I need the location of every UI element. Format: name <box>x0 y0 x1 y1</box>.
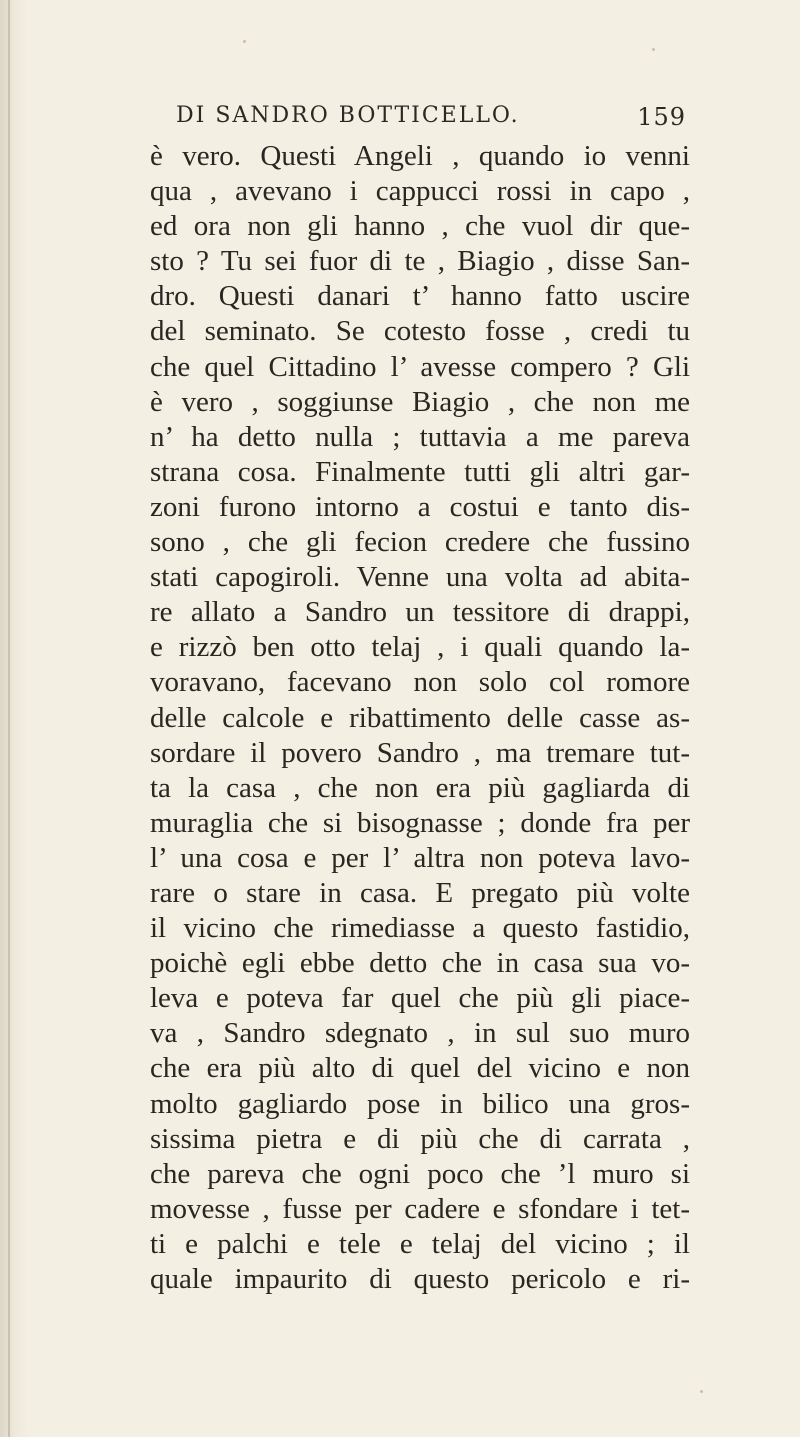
paper-speck <box>243 40 246 43</box>
text-line: ed ora non gli hanno , che vuol dir que- <box>150 210 690 243</box>
text-line: è vero. Questi Angeli , quando io venni <box>150 140 690 172</box>
page-header <box>176 103 686 137</box>
text-line: molto gagliardo pose in bilico una gros- <box>150 1087 690 1120</box>
text-line: ta la casa , che non era più gagliarda di <box>150 771 690 804</box>
text-line: zoni furono intorno a costui e tanto dis- <box>150 490 690 523</box>
text-line: sordare il povero Sandro , ma tremare tut- <box>150 736 690 769</box>
paper-speck <box>652 48 655 51</box>
text-line: va , Sandro sdegnato , in sul suo muro <box>150 1017 690 1050</box>
text-line: voravano, facevano non solo col romore <box>150 666 690 699</box>
text-line: n’ ha detto nulla ; tuttavia a me pareva <box>150 420 690 453</box>
text-line: è vero , soggiunse Biagio , che non me <box>150 385 690 418</box>
text-line: re allato a Sandro un tessitore di drappi, <box>150 596 690 629</box>
text-line: e rizzò ben otto telaj , i quali quando la- <box>150 631 690 664</box>
text-line: poichè egli ebbe detto che in casa sua vo- <box>150 947 690 980</box>
text-line: rare o stare in casa. E pregato più volte <box>150 876 690 909</box>
text-line: che quel Cittadino l’ avesse compero ? Gli <box>150 350 690 383</box>
text-line: del seminato. Se cotesto fosse , credi tu <box>150 315 690 348</box>
text-line: l’ una cosa e per l’ altra non poteva lavo- <box>150 841 690 874</box>
paper-speck <box>700 1390 703 1393</box>
text-line: ti e palchi e tele e telaj del vicino ; il <box>150 1227 690 1260</box>
text-line: quale impaurito di questo pericolo e ri- <box>150 1263 690 1295</box>
running-head: DI SANDRO BOTTICELLO. <box>176 103 520 128</box>
text-line: che era più alto di quel del vicino e non <box>150 1052 690 1085</box>
text-line: sissima pietra e di più che di carrata , <box>150 1122 690 1155</box>
text-line: strana cosa. Finalmente tutti gli altri gar- <box>150 455 690 488</box>
text-line: sto ? Tu sei fuor di te , Biagio , disse San- <box>150 245 690 278</box>
text-line: stati capogiroli. Venne una volta ad abita- <box>150 561 690 594</box>
text-line: leva e poteva far quel che più gli piace- <box>150 982 690 1015</box>
text-line: il vicino che rimediasse a questo fastidio, <box>150 912 690 945</box>
text-line: dro. Questi danari t’ hanno fatto uscire <box>150 280 690 313</box>
text-line: che pareva che ogni poco che ’l muro si <box>150 1157 690 1190</box>
text-line: delle calcole e ribattimento delle casse as- <box>150 701 690 734</box>
text-line: sono , che gli fecion credere che fussino <box>150 526 690 559</box>
page-gutter <box>8 0 10 1437</box>
text-line: muraglia che si bisognasse ; donde fra per <box>150 806 690 839</box>
body-text <box>150 139 690 1297</box>
text-line: qua , avevano i cappucci rossi in capo , <box>150 175 690 208</box>
page-number: 159 <box>637 103 686 131</box>
text-line: movesse , fusse per cadere e sfondare i tet- <box>150 1192 690 1225</box>
